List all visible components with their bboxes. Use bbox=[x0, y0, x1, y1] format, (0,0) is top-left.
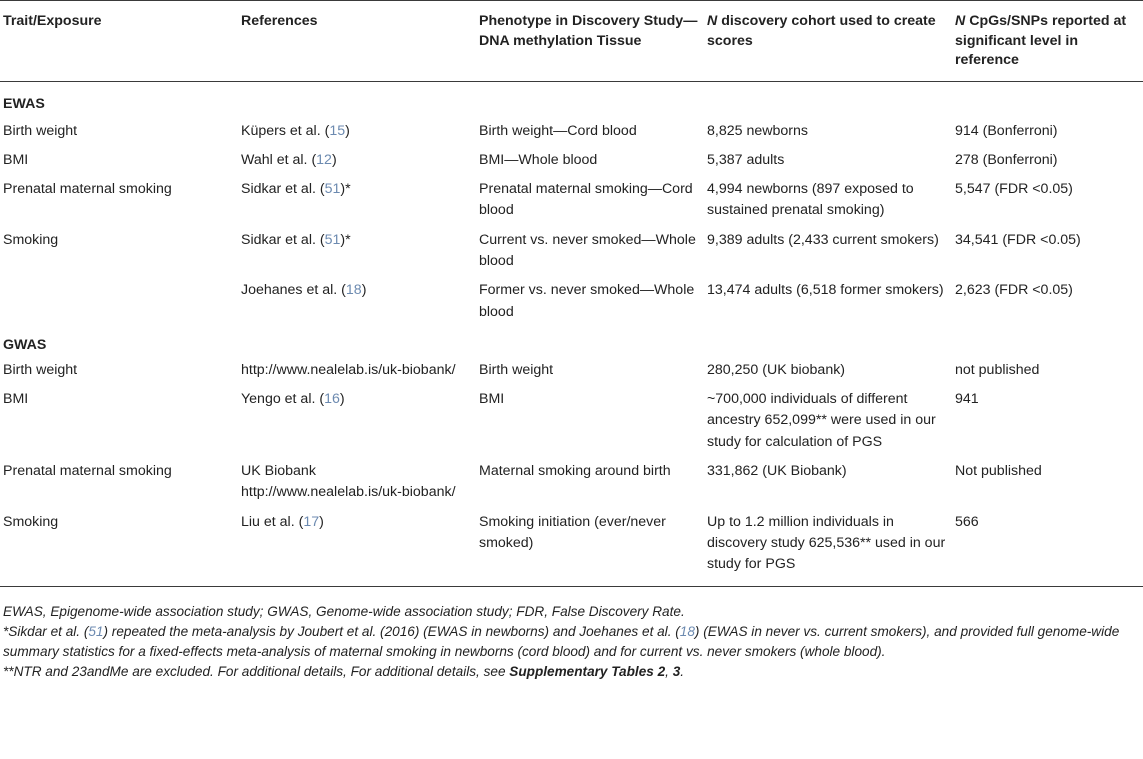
cell-count: 914 (Bonferroni) bbox=[955, 122, 1058, 139]
table-footnotes bbox=[0, 587, 1143, 683]
cell-reference bbox=[237, 387, 475, 459]
footnote-star-text: ) (EWAS in never vs. current smokers), and provided full genome-wide summary statistics for a fixed-effects meta-analysis of maternal smoking in newborns (cord blood) and for current vs. never smokers (whole blood). bbox=[3, 623, 1120, 660]
footnote-double-star bbox=[0, 662, 1143, 682]
footnote-star bbox=[0, 622, 1143, 663]
header-cohort bbox=[703, 1, 951, 82]
section-label-gwas: GWAS bbox=[3, 336, 47, 353]
header-phenotype: Phenotype in Discovery Study—DNA methylation Tissue bbox=[475, 1, 703, 82]
cell-count: 2,623 (FDR <0.05) bbox=[955, 282, 1073, 299]
cell-reference bbox=[237, 148, 475, 177]
footnote-dstar-sep: , bbox=[665, 664, 673, 680]
cell-cohort: 4,994 newborns (897 exposed to sustained prenatal smoking) bbox=[707, 181, 914, 219]
cell-reference[interactable]: UK Biobank http://www.nealelab.is/uk-biobank/ bbox=[241, 463, 456, 501]
footnote-star-text: ) repeated the meta-analysis by Joubert et al. (2016) (EWAS in newborns) and Joehanes et al. ( bbox=[103, 623, 680, 639]
cell-phenotype: Prenatal maternal smoking—Cord blood bbox=[479, 181, 693, 219]
cell-phenotype: Birth weight—Cord blood bbox=[479, 122, 637, 139]
citation-link[interactable]: 17 bbox=[303, 513, 320, 530]
ref-suffix: ) bbox=[339, 391, 345, 408]
cell-phenotype: Birth weight bbox=[479, 361, 554, 378]
ref-text: Küpers et al. ( bbox=[241, 122, 330, 139]
cell-reference bbox=[237, 228, 475, 279]
cell-trait: Prenatal maternal smoking bbox=[3, 463, 172, 480]
cell-reference bbox=[237, 510, 475, 586]
header-row bbox=[0, 1, 1143, 82]
cell-count: 566 bbox=[951, 510, 1143, 586]
section-row-gwas bbox=[0, 329, 1143, 358]
header-cohort-n: N bbox=[707, 13, 718, 29]
table-row bbox=[0, 510, 1143, 586]
cell-phenotype: BMI bbox=[479, 391, 505, 408]
cell-phenotype: Former vs. never smoked—Whole blood bbox=[479, 282, 695, 320]
header-cohort-text: discovery cohort used to create scores bbox=[707, 13, 936, 49]
cell-trait: BMI bbox=[3, 391, 29, 408]
citation-link[interactable]: 51 bbox=[324, 231, 341, 248]
cell-cohort: 5,387 adults bbox=[707, 151, 785, 168]
cell-trait: Smoking bbox=[0, 510, 237, 586]
citation-link[interactable]: 51 bbox=[88, 623, 104, 639]
cell-trait: Smoking bbox=[3, 231, 59, 248]
ref-suffix: ) bbox=[361, 282, 367, 299]
cell-count: 34,541 (FDR <0.05) bbox=[955, 231, 1081, 248]
ref-suffix: ) bbox=[319, 513, 324, 530]
citation-link[interactable]: 16 bbox=[324, 391, 340, 408]
ref-text: Wahl et al. ( bbox=[241, 151, 317, 168]
cell-reference bbox=[237, 177, 475, 228]
cell-cohort: 280,250 (UK biobank) bbox=[707, 361, 846, 378]
footnote-dstar-text: **NTR and 23andMe are excluded. For additional details, For additional details, see bbox=[3, 664, 510, 680]
cell-count: not published bbox=[955, 361, 1040, 378]
header-count-n: N bbox=[955, 13, 966, 29]
ref-text: Joehanes et al. ( bbox=[241, 282, 346, 299]
table-row bbox=[0, 177, 1143, 228]
cell-cohort: Up to 1.2 million individuals in discovery study 625,536** used in our study for PGS bbox=[703, 510, 951, 586]
citation-link[interactable]: 18 bbox=[345, 282, 362, 299]
cell-cohort: 13,474 adults (6,518 former smokers) bbox=[707, 282, 944, 299]
ref-suffix: )* bbox=[340, 181, 351, 198]
cell-trait: BMI bbox=[3, 151, 29, 168]
section-label-ewas: EWAS bbox=[3, 95, 45, 112]
citation-link[interactable]: 51 bbox=[324, 181, 341, 198]
footnote-abbreviations: EWAS, Epigenome-wide association study; GWAS, Genome-wide association study; FDR, False Discovery Rate. bbox=[3, 603, 685, 619]
cell-cohort: 9,389 adults (2,433 current smokers) bbox=[707, 231, 939, 248]
cell-trait: Prenatal maternal smoking bbox=[3, 181, 172, 198]
cell-trait: Birth weight bbox=[3, 361, 78, 378]
cell-cohort: 8,825 newborns bbox=[707, 122, 808, 139]
citation-link[interactable]: 12 bbox=[316, 151, 332, 168]
citation-link[interactable]: 18 bbox=[679, 623, 695, 639]
table-row bbox=[0, 228, 1143, 279]
cell-phenotype: Current vs. never smoked—Whole blood bbox=[479, 231, 696, 269]
cell-phenotype: Smoking initiation (ever/never smoked) bbox=[475, 510, 703, 586]
cell-count: 941 bbox=[955, 391, 979, 408]
table-row bbox=[0, 278, 1143, 329]
cell-cohort: ~700,000 individuals of different ancestry 652,099** were used in our study for calculation of PGS bbox=[707, 391, 936, 450]
header-references: References bbox=[237, 1, 475, 82]
ref-text: Sidkar et al. ( bbox=[241, 231, 325, 248]
citation-link[interactable]: 15 bbox=[329, 122, 346, 139]
supplementary-link[interactable]: Supplementary Tables 2 bbox=[509, 664, 666, 680]
table-row bbox=[0, 459, 1143, 510]
table-row bbox=[0, 387, 1143, 459]
cell-count: 278 (Bonferroni) bbox=[955, 151, 1058, 168]
ref-suffix: )* bbox=[340, 231, 351, 248]
header-count-text: CpGs/SNPs reported at significant level in reference bbox=[955, 13, 1127, 68]
ref-text: Sidkar et al. ( bbox=[241, 181, 325, 198]
supplementary-link[interactable]: 3 bbox=[672, 664, 681, 680]
cell-count: 5,547 (FDR <0.05) bbox=[955, 181, 1073, 198]
ref-text: Liu et al. ( bbox=[241, 513, 304, 530]
header-trait: Trait/Exposure bbox=[0, 1, 237, 82]
section-row-ewas bbox=[0, 81, 1143, 119]
cell-phenotype: BMI—Whole blood bbox=[479, 151, 598, 168]
table-row bbox=[0, 119, 1143, 148]
header-count bbox=[951, 1, 1143, 82]
cell-reference bbox=[237, 278, 475, 329]
footnote-dstar-end: . bbox=[680, 664, 685, 680]
ref-text: Yengo et al. ( bbox=[241, 391, 325, 408]
ref-suffix: ) bbox=[331, 151, 337, 168]
cell-cohort: 331,862 (UK Biobank) bbox=[707, 463, 847, 480]
ref-suffix: ) bbox=[345, 122, 350, 139]
cell-reference bbox=[237, 119, 475, 148]
footnote-star-text: *Sikdar et al. ( bbox=[3, 623, 89, 639]
cell-phenotype: Maternal smoking around birth bbox=[479, 463, 671, 480]
table-row bbox=[0, 358, 1143, 387]
cell-count: Not published bbox=[955, 463, 1042, 480]
table-row bbox=[0, 148, 1143, 177]
cell-reference[interactable]: http://www.nealelab.is/uk-biobank/ bbox=[241, 361, 456, 378]
cell-trait: Birth weight bbox=[3, 122, 78, 139]
cell-trait bbox=[0, 278, 237, 329]
